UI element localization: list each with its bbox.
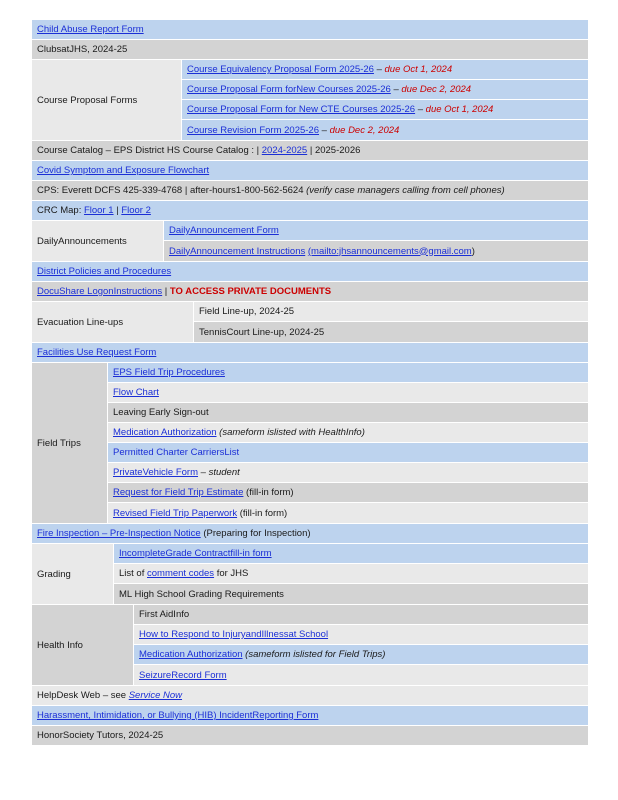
ft-medication-link[interactable]: Medication Authorization — [113, 427, 217, 438]
fire-inspection-link[interactable]: Fire Inspection – Pre-Inspection Notice — [37, 528, 201, 539]
separator: | — [162, 286, 170, 297]
ft-medication — [108, 423, 588, 443]
grading-label-text: Grading — [37, 568, 71, 580]
tennis-lineup-text: TennisCourt Line-up, 2024-25 — [199, 326, 325, 338]
ft-revised — [108, 503, 588, 523]
fire-inspection-note: (Preparing for Inspection) — [200, 528, 311, 539]
first-aid-text: First AidInfo — [139, 609, 190, 620]
row-covid — [32, 161, 588, 181]
evacuation-tennis — [194, 322, 588, 342]
course-proposal-list — [182, 60, 588, 140]
row-course-proposal — [32, 60, 588, 141]
row-daily-announcements — [32, 221, 588, 262]
health-seizure — [134, 665, 588, 685]
crc-text: CRC Map: — [37, 205, 84, 216]
dash: – — [373, 64, 385, 75]
ft-medication-note: (sameform islisted with HealthInfo) — [216, 427, 365, 438]
catalog-rest: | 2025-2026 — [307, 145, 361, 156]
daily-instructions-item — [164, 241, 588, 261]
due-date: due Dec 2, 2024 — [329, 124, 400, 136]
facilities-request-link[interactable]: Facilities Use Request Form — [37, 347, 157, 358]
evacuation-label-text: Evacuation Line-ups — [37, 316, 124, 328]
ft-private — [108, 463, 588, 483]
course-proposal-label — [32, 60, 182, 140]
due-date: due Oct 1, 2024 — [384, 64, 453, 75]
course-proposal-item — [182, 60, 588, 80]
cps-note: (verify case managers calling from cell phones) — [306, 185, 505, 196]
district-policies-link[interactable]: District Policies and Procedures — [37, 266, 172, 277]
health-medication — [134, 645, 588, 665]
due-date: due Oct 1, 2024 — [425, 104, 494, 115]
daily-instructions-link[interactable]: DailyAnnouncement Instructions — [169, 245, 306, 257]
row-clubs — [32, 40, 588, 60]
grading-comment-codes — [114, 564, 588, 584]
health-label — [32, 605, 134, 685]
row-helpdesk — [32, 686, 588, 706]
dash: – — [319, 124, 330, 136]
ft-flow — [108, 383, 588, 403]
ft-leaving-text: Leaving Early Sign-out — [113, 407, 209, 418]
field-trips-label-text: Field Trips — [37, 437, 81, 449]
course-proposal-label-text: Course Proposal Forms — [37, 94, 138, 106]
for-jhs-text: for JHS — [214, 568, 249, 579]
row-hib — [32, 706, 588, 726]
ft-revised-note: (fill-in form) — [237, 507, 288, 519]
health-medication-link[interactable]: Medication Authorization — [139, 649, 243, 660]
grading-incomplete — [114, 544, 588, 564]
child-abuse-link[interactable]: Child Abuse Report Form — [37, 24, 144, 35]
health-medication-note: (sameform islisted for Field Trips) — [242, 649, 386, 660]
health-list — [134, 605, 588, 685]
due-date: due Dec 2, 2024 — [401, 84, 472, 95]
row-crc-map — [32, 201, 588, 221]
evacuation-field — [194, 302, 588, 322]
course-proposal-cte-link[interactable]: Course Proposal Form for New CTE Courses 2025-26 — [187, 104, 416, 115]
ft-private-note: student — [208, 467, 240, 478]
respond-injury-link[interactable]: How to Respond to InjuryandIllnessat School — [139, 629, 329, 640]
daily-form-link[interactable]: DailyAnnouncement Form — [169, 225, 279, 236]
grading-list — [114, 544, 588, 604]
row-evacuation — [32, 302, 588, 343]
announcements-email-link[interactable]: (mailto:jhsannouncements@gmail.com — [307, 245, 472, 257]
daily-list — [164, 221, 588, 261]
comment-codes-link[interactable]: comment codes — [147, 568, 215, 579]
separator: | — [113, 205, 122, 216]
health-label-text: Health Info — [37, 639, 83, 651]
course-equivalency-link[interactable]: Course Equivalency Proposal Form 2025-26 — [187, 64, 374, 75]
field-lineup-text: Field Line-up, 2024-25 — [199, 306, 295, 317]
ft-procedures — [108, 363, 588, 383]
field-trips-list — [108, 363, 588, 523]
floor-2-link[interactable]: Floor 2 — [121, 205, 151, 216]
ft-revised-link[interactable]: Revised Field Trip Paperwork — [113, 507, 238, 519]
seizure-record-link[interactable]: SeizureRecord Form — [139, 669, 227, 681]
daily-label — [32, 221, 164, 261]
health-respond — [134, 625, 588, 645]
honor-society-text: HonorSociety Tutors, 2024-25 — [37, 730, 164, 741]
field-trips-label — [32, 363, 108, 523]
ft-flow-chart-link[interactable]: Flow Chart — [113, 387, 159, 398]
row-cps — [32, 181, 588, 201]
ft-estimate-note: (fill-in form) — [243, 487, 294, 498]
course-proposal-new-link[interactable]: Course Proposal Form forNew Courses 2025-26 — [187, 84, 391, 95]
course-revision-link[interactable]: Course Revision Form 2025-26 — [187, 124, 320, 136]
covid-flowchart-link[interactable]: Covid Symptom and Exposure Flowchart — [37, 165, 210, 176]
ft-permitted-text: Permitted Charter CarriersList — [113, 447, 240, 458]
floor-1-link[interactable]: Floor 1 — [83, 205, 114, 216]
ml-grading-text: ML High School Grading Requirements — [119, 588, 284, 600]
ft-estimate-link[interactable]: Request for Field Trip Estimate — [113, 487, 244, 498]
ft-estimate — [108, 483, 588, 503]
row-district — [32, 262, 588, 282]
catalog-text: Course Catalog – EPS District HS Course Catalog : | — [37, 145, 262, 156]
helpdesk-text: HelpDesk Web – see — [37, 690, 129, 701]
row-fire-inspection — [32, 524, 588, 544]
dash: – — [415, 104, 426, 115]
ft-private-vehicle-link[interactable]: PrivateVehicle Form — [113, 467, 199, 478]
paren-close: ) — [471, 245, 475, 257]
row-docushare — [32, 282, 588, 302]
row-health-info — [32, 605, 588, 686]
course-proposal-item — [182, 120, 588, 140]
row-honor-society — [32, 726, 588, 746]
catalog-2024-link[interactable]: 2024-2025 — [261, 145, 308, 156]
course-proposal-item — [182, 100, 588, 120]
health-first-aid — [134, 605, 588, 625]
evacuation-list — [194, 302, 588, 342]
row-course-catalog — [32, 141, 588, 161]
grading-label — [32, 544, 114, 604]
row-grading — [32, 544, 588, 605]
dash: – — [390, 84, 402, 95]
row-child-abuse — [32, 20, 588, 40]
ft-leaving — [108, 403, 588, 423]
ft-permitted — [108, 443, 588, 463]
cps-text: CPS: Everett DCFS 425-339-4768 | after-hours1-800-562-5624 — [37, 185, 307, 196]
list-of-text: List of — [119, 568, 147, 579]
service-now-link[interactable]: Service Now — [128, 690, 183, 701]
ft-procedures-link[interactable]: EPS Field Trip Procedures — [113, 367, 225, 378]
daily-form-item — [164, 221, 588, 241]
incomplete-grade-link[interactable]: IncompleteGrade Contractfill-in form — [119, 548, 272, 559]
evacuation-label — [32, 302, 194, 342]
resource-table — [32, 20, 588, 746]
grading-ml — [114, 584, 588, 604]
docushare-link[interactable]: DocuShare LogonInstructions — [37, 286, 163, 297]
hib-reporting-link[interactable]: Harassment, Intimidation, or Bullying (HIB) IncidentReporting Form — [37, 710, 319, 721]
row-facilities — [32, 343, 588, 363]
daily-label-text: DailyAnnouncements — [37, 235, 127, 247]
course-proposal-item — [182, 80, 588, 100]
clubs-text: ClubsatJHS, 2024-25 — [37, 44, 128, 55]
dash: – — [198, 467, 209, 478]
row-field-trips — [32, 363, 588, 524]
private-docs-note: TO ACCESS PRIVATE DOCUMENTS — [169, 286, 332, 297]
